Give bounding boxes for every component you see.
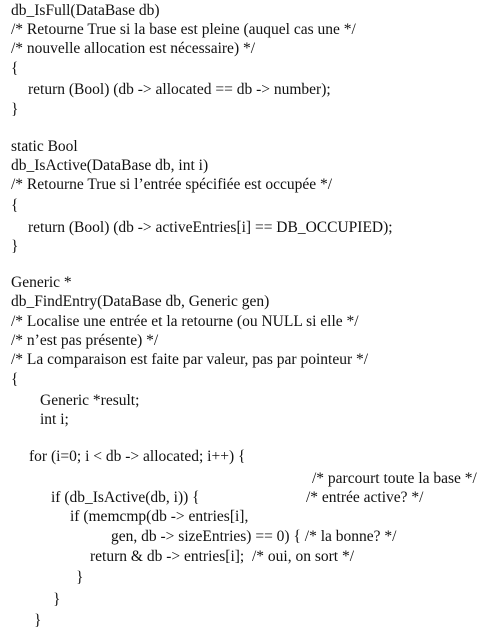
code-line-10: return (Bool) (db -> activeEntries[i] == DB_OCCUPIED); [28, 219, 393, 236]
code-line-4: return (Bool) (db -> allocated == db -> number); [28, 81, 331, 98]
code-line-6: static Bool [11, 138, 78, 155]
code-line-9: { [11, 197, 19, 214]
code-line-21: /* parcourt toute la base */ [312, 470, 477, 487]
code-line-24: if (memcmp(db -> entries[i], [70, 508, 249, 525]
code-line-17: { [11, 371, 19, 388]
code-line-2: /* nouvelle allocation est nécessaire) */ [11, 40, 256, 57]
code-line-0: db_IsFull(DataBase db) [11, 2, 160, 19]
code-line-13: db_FindEntry(DataBase db, Generic gen) [11, 293, 270, 310]
code-line-26: return & db -> entries[i]; /* oui, on sort */ [90, 548, 355, 565]
code-line-25: gen, db -> sizeEntries) == 0) { /* la bonne? */ [111, 528, 397, 545]
code-line-27: } [76, 569, 84, 586]
code-line-22: if (db_IsActive(db, i)) { [51, 489, 200, 506]
code-line-23: /* entrée active? */ [306, 489, 424, 506]
code-line-18: Generic *result; [40, 392, 140, 409]
code-line-5: } [11, 101, 19, 118]
code-line-28: } [53, 591, 61, 608]
code-line-15: /* n’est pas présente) */ [11, 332, 159, 349]
code-line-20: for (i=0; i < db -> allocated; i++) { [29, 448, 246, 465]
code-line-8: /* Retourne True si l’entrée spécifiée est occupée */ [11, 176, 333, 193]
code-line-11: } [11, 238, 19, 255]
code-line-19: int i; [40, 411, 69, 428]
code-line-3: { [11, 60, 19, 77]
code-line-29: } [34, 612, 42, 629]
code-line-7: db_IsActive(DataBase db, int i) [11, 157, 209, 174]
code-line-14: /* Localise une entrée et la retourne (ou NULL si elle */ [11, 313, 359, 330]
code-line-12: Generic * [11, 274, 72, 291]
code-line-1: /* Retourne True si la base est pleine (auquel cas une */ [11, 21, 356, 38]
code-line-16: /* La comparaison est faite par valeur, pas par pointeur */ [11, 351, 369, 368]
